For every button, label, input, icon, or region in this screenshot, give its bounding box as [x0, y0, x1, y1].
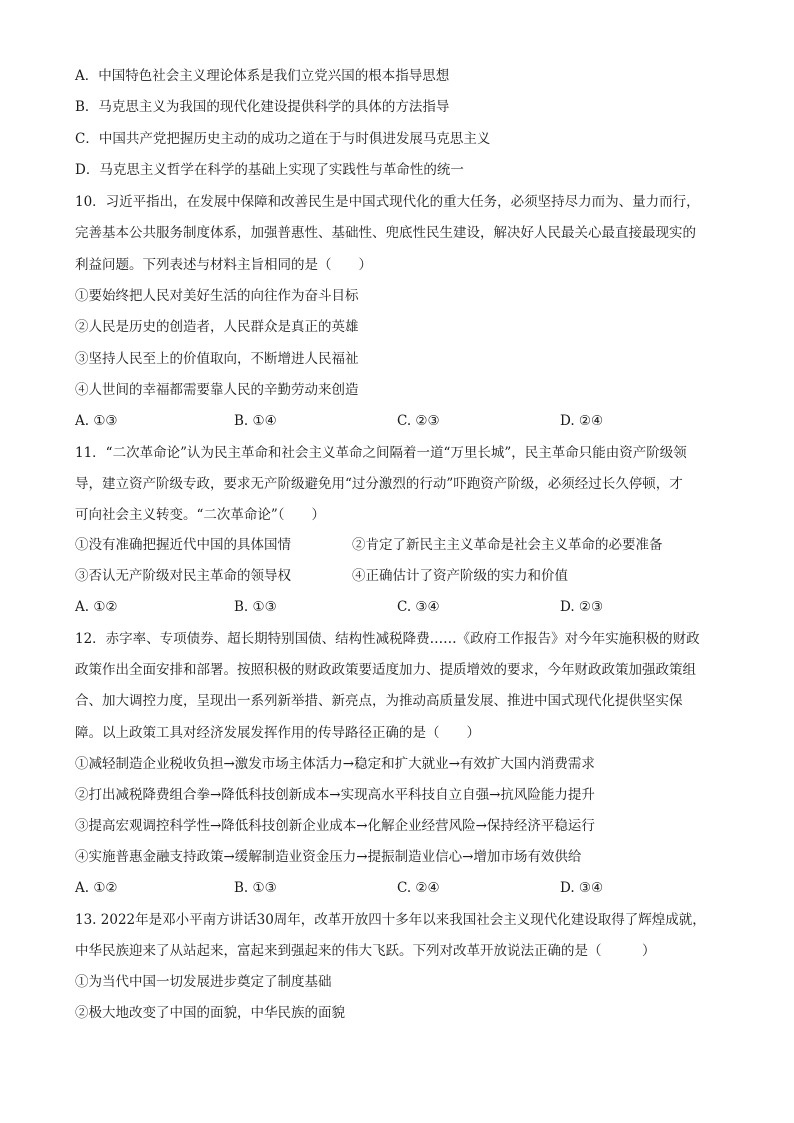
q13-item: ②极大地改变了中国的面貌，中华民族的面貌	[75, 1005, 345, 1021]
q11-option-c: C. ③④	[397, 599, 440, 615]
q9-option-a: A．中国特色社会主义理论体系是我们立党兴国的根本指导思想	[75, 68, 450, 84]
q10-stem-line: 利益问题。下列表述与材料主旨相同的是（ ）	[75, 257, 372, 273]
q11-item: ③否认无产阶级对民主革命的领导权	[75, 568, 291, 584]
q11-item: ④正确估计了资产阶级的实力和价值	[352, 568, 568, 584]
q11-option-a: A. ①②	[75, 599, 118, 615]
q12-stem-line: 合、加大调控力度，呈现出一系列新举措、新亮点，为推动高质量发展、推进中国式现代化提供坚实保	[75, 693, 683, 709]
q12-option-a: A. ①②	[75, 880, 118, 896]
q11-option-d: D. ②③	[560, 599, 604, 615]
q12-option-c: C. ②④	[397, 880, 440, 896]
q10-item: ③坚持人民至上的价值取向，不断增进人民福祉	[75, 351, 359, 367]
q10-item: ②人民是历史的创造者，人民群众是真正的英雄	[75, 319, 359, 335]
q10-option-a: A. ①③	[75, 413, 118, 429]
q12-option-b: B. ①③	[234, 880, 277, 896]
q12-item: ②打出减税降费组合拳→降低科技创新成本→实现高水平科技自立自强→抗风险能力提升	[75, 787, 595, 803]
q10-option-c: C. ②③	[397, 413, 440, 429]
q10-stem-line: 10．习近平指出，在发展中保障和改善民生是中国式现代化的重大任务，必须坚持尽力而为、量力而行，	[75, 194, 700, 210]
q11-item: ②肯定了新民主主义革命是社会主义革命的必要准备	[352, 537, 663, 553]
q10-item: ④人世间的幸福都需要靠人民的辛勤劳动来创造	[75, 382, 359, 398]
q12-stem-line: 障。以上政策工具对经济发展发挥作用的传导路径正确的是（ ）	[75, 725, 480, 741]
q12-item: ④实施普惠金融支持政策→缓解制造业资金压力→提振制造业信心→增加市场有效供给	[75, 849, 582, 865]
q10-item: ①要始终把人民对美好生活的向往作为奋斗目标	[75, 288, 359, 304]
q11-stem-line: 导，建立资产阶级专政，要求无产阶级避免用“过分激烈的行动”吓跑资产阶级，必须经过长久停顿，才	[75, 476, 683, 492]
q13-stem-line: 13. 2022年是邓小平南方讲话30周年，改革开放四十多年以来我国社会主义现代化建设取得了辉煌成就，	[75, 912, 706, 928]
q12-stem-line: 12．赤字率、专项债券、超长期特别国债、结构性减税降费……《政府工作报告》对今年实施积极的财政	[75, 631, 700, 647]
q11-item: ①没有准确把握近代中国的具体国情	[75, 537, 291, 553]
q13-item: ①为当代中国一切发展进步奠定了制度基础	[75, 974, 332, 990]
q11-stem-line: 可向社会主义转变。“二次革命论”（ ）	[75, 507, 326, 523]
q9-option-d: D．马克思主义哲学在科学的基础上实现了实践性与革命性的统一	[75, 162, 464, 178]
q10-stem-line: 完善基本公共服务制度体系，加强普惠性、基础性、兜底性民生建设，解决好人民最关心最直接最现实的	[75, 225, 696, 241]
q11-stem-line: 11．“二次革命论”认为民主革命和社会主义革命之间隔着一道“万里长城”，民主革命只能由资产阶级领	[75, 445, 687, 461]
q10-option-b: B. ①④	[234, 413, 277, 429]
q13-stem-line: 中华民族迎来了从站起来，富起来到强起来的伟大飞跃。下列对改革开放说法正确的是（ ）	[75, 943, 656, 959]
q12-stem-line: 政策作出全面安排和部署。按照积极的财政政策要适度加力、提质增效的要求，今年财政政策加强政策组	[75, 662, 696, 678]
q9-option-c: C．中国共产党把握历史主动的成功之道在于与时俱进发展马克思主义	[75, 131, 491, 147]
q12-option-d: D. ③④	[560, 880, 604, 896]
q12-item: ①减轻制造企业税收负担→激发市场主体活力→稳定和扩大就业→有效扩大国内消费需求	[75, 756, 595, 772]
q9-option-b: B．马克思主义为我国的现代化建设提供科学的具体的方法指导	[75, 99, 450, 115]
q12-item: ③提高宏观调控科学性→降低科技创新企业成本→化解企业经营风险→保持经济平稳运行	[75, 818, 595, 834]
q11-option-b: B. ①③	[234, 599, 277, 615]
q10-option-d: D. ②④	[560, 413, 604, 429]
